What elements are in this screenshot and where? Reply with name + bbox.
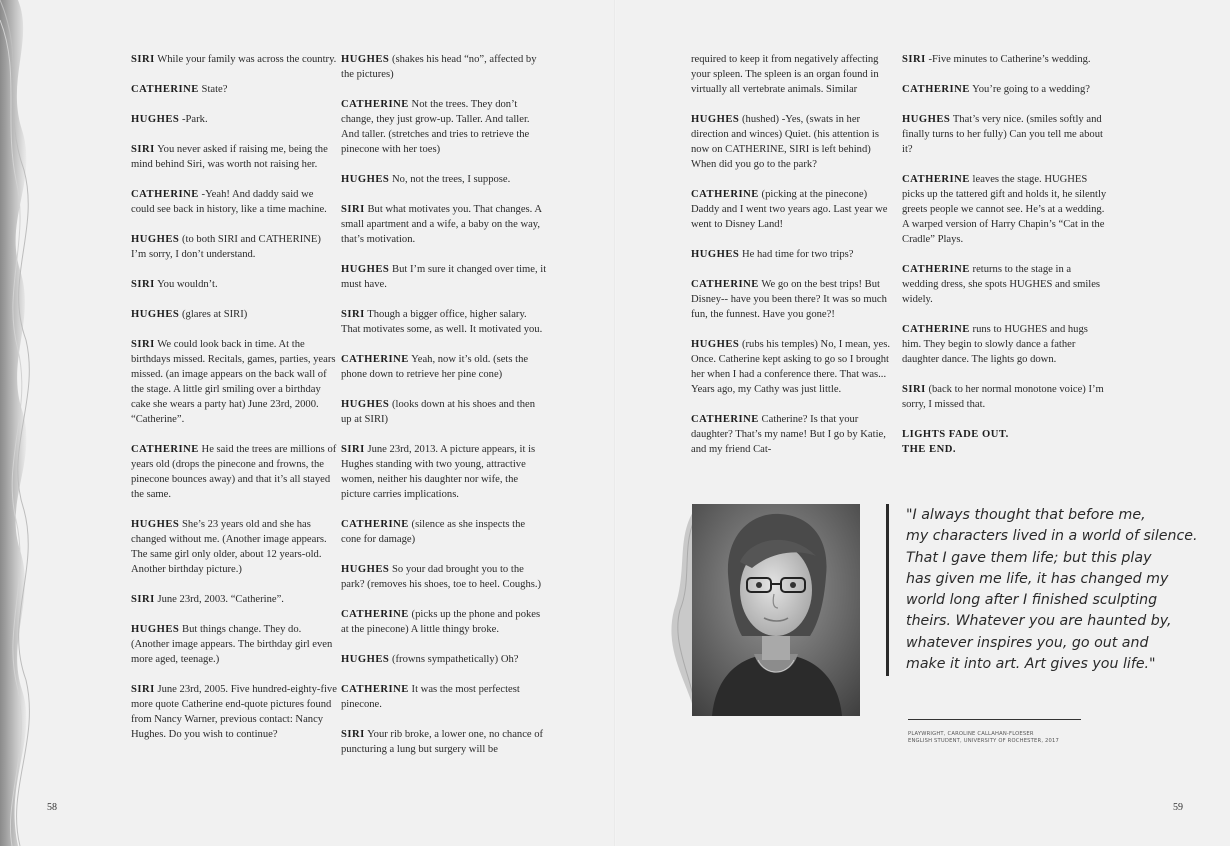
speaker-name: SIRI [341, 309, 365, 320]
script-line [131, 517, 337, 577]
line-text: June 23rd, 2003. “Catherine”. [157, 594, 284, 605]
line-text: -Park. [182, 114, 208, 125]
speaker-name: HUGHES [341, 399, 390, 410]
line-text: returns to the stage in a wedding dress, she spots HUGHES and smiles widely. [902, 264, 1101, 305]
line-text: But what motivates you. That changes. A small apartment and a wife, a baby on the way, that’s motivation. [341, 204, 542, 245]
speaker-name: CATHERINE [691, 189, 759, 200]
script-line [691, 187, 897, 232]
script-line [131, 82, 337, 97]
line-text: Yeah, now it’s old. (sets the phone down to retrieve her pine cone) [341, 354, 529, 380]
speaker-name: HUGHES [131, 234, 180, 245]
line-text: It was the most perfectest pinecone. [341, 684, 520, 710]
speaker-name: HUGHES [341, 564, 390, 575]
playwright-photo-block [668, 504, 862, 716]
line-text: (picks up the phone and pokes at the pinecone) A little thingy broke. [341, 609, 541, 635]
script-column-3 [691, 52, 897, 472]
line-text: He said the trees are millions of years old (drops the pinecone and frowns, the pinecone bounces away) and that it’s all stayed the same. [131, 444, 337, 500]
script-line [131, 112, 337, 127]
line-text: She’s 23 years old and she has changed without me. (Another image appears. The same girl only older, about 12 years-old. Another birthday picture.) [131, 519, 327, 575]
speaker-name: SIRI [341, 444, 365, 455]
photo-wave-decoration [668, 510, 694, 710]
ending-lines [902, 427, 1108, 457]
line-text: Though a bigger office, higher salary. That motivates some, as well. It motivated you. [341, 309, 543, 335]
script-line [691, 52, 897, 97]
script-line [131, 232, 337, 262]
pull-quote-bar [886, 504, 889, 676]
script-line [341, 442, 547, 502]
speaker-name: CATHERINE [902, 324, 970, 335]
speaker-name: HUGHES [131, 309, 180, 320]
speaker-name: CATHERINE [902, 264, 970, 275]
script-line [691, 337, 897, 397]
speaker-name: CATHERINE [131, 444, 199, 455]
script-line [341, 682, 547, 712]
speaker-name: SIRI [341, 729, 365, 740]
speaker-name: CATHERINE [341, 519, 409, 530]
line-text: (silence as she inspects the cone for damage) [341, 519, 526, 545]
script-line [131, 307, 337, 322]
script-line [902, 112, 1108, 157]
script-column-4 [902, 52, 1108, 472]
line-text: (looks down at his shoes and then up at SIRI) [341, 399, 536, 425]
line-text: runs to HUGHES and hugs him. They begin to slowly dance a father daughter dance. The lights go down. [902, 324, 1088, 365]
line-text: -Yeah! And daddy said we could see back in history, like a time machine. [131, 189, 327, 215]
script-line [691, 412, 897, 457]
line-text: State? [201, 84, 228, 95]
line-text: June 23rd, 2005. Five hundred-eighty-five more quote Catherine end-quote pictures found from Nancy Warner, previous contact: Nancy Hughes. Do you wish to continue? [131, 684, 337, 740]
page-gutter [614, 0, 616, 846]
playwright-portrait-image [692, 504, 860, 716]
script-column-2 [341, 52, 547, 772]
script-line [131, 442, 337, 502]
line-text: leaves the stage. HUGHES picks up the tattered gift and holds it, he silently greets people we cannot see. He’s at a wedding. A warped version of Harry Chapin’s “Cat in the Cradle” Plays. [902, 174, 1107, 245]
credit-line-2: ENGLISH STUDENT, UNIVERSITY OF ROCHESTER, 2017 [908, 738, 1060, 744]
speaker-name: CATHERINE [691, 279, 759, 290]
line-text: So your dad brought you to the park? (removes his shoes, toe to heel. Coughs.) [341, 564, 542, 590]
script-line [341, 202, 547, 247]
script-line [341, 97, 547, 157]
line-text: (frowns sympathetically) Oh? [392, 654, 519, 665]
script-line [691, 247, 897, 262]
script-line [341, 172, 547, 187]
script-line [341, 307, 547, 337]
speaker-name: SIRI [902, 54, 926, 65]
script-line [341, 562, 547, 592]
line-text: Your rib broke, a lower one, no chance of puncturing a lung but surgery will be [341, 729, 544, 755]
line-text: You wouldn’t. [157, 279, 218, 290]
line-text: (rubs his temples) No, I mean, yes. Once. Catherine kept asking to go so I brought her when I had a conference there. That was... Years ago, my Cathy was just little. [691, 339, 890, 395]
line-text: (hushed) -Yes, (swats in her direction and winces) Quiet. (his attention is now on CATHERINE, SIRI is left behind) When did you go to the park? [691, 114, 879, 170]
script-line [902, 322, 1108, 367]
speaker-name: HUGHES [131, 624, 180, 635]
script-line [341, 517, 547, 547]
wave-decoration [0, 0, 40, 846]
script-column-1 [131, 52, 337, 757]
speaker-name: HUGHES [341, 174, 390, 185]
line-text: That’s very nice. (smiles softly and finally turns to her fully) Can you tell me about it? [902, 114, 1103, 155]
speaker-name: HUGHES [131, 114, 180, 125]
line-text: But things change. They do. (Another image appears. The birthday girl even more aged, teenage.) [131, 624, 333, 665]
script-line [341, 727, 547, 757]
speaker-name: SIRI [902, 384, 926, 395]
script-line [341, 652, 547, 667]
line-text: (picking at the pinecone) Daddy and I went two years ago. Last year we went to Disney Land! [691, 189, 888, 230]
line-text: (back to her normal monotone voice) I’m sorry, I missed that. [902, 384, 1104, 410]
script-line [131, 337, 337, 427]
page-number-left: 58 [47, 802, 57, 813]
script-line [341, 52, 547, 82]
speaker-name: HUGHES [131, 519, 180, 530]
speaker-name: SIRI [131, 594, 155, 605]
pull-quote: "I always thought that before me, my characters lived in a world of silence. That I gave them life; but this play has given me life, it has changed my world long after I finished sculpting theirs. Whatever you are haunted by, whatever inspires you, go out and make it into art. Art gives you life." [906, 507, 1198, 673]
script-line [341, 607, 547, 637]
speaker-name: SIRI [131, 279, 155, 290]
line-text: Not the trees. They don’t change, they just grow-up. Taller. And taller. And taller. (stretches and tries to retrieve the pinecone with her toes) [341, 99, 530, 155]
line-text: We could look back in time. At the birthdays missed. Recitals, games, parties, years missed. (an image appears on the back wall of the stage. A little girl smiling over a birthday cake she wears a party hat) June 23rd, 2000. “Catherine”. [131, 339, 336, 425]
script-line [131, 622, 337, 667]
line-text: He had time for two trips? [742, 249, 854, 260]
script-line [131, 592, 337, 607]
speaker-name: CATHERINE [902, 84, 970, 95]
speaker-name: HUGHES [691, 339, 740, 350]
speaker-name: CATHERINE [341, 684, 409, 695]
speaker-name: HUGHES [691, 249, 740, 260]
photo-credit [908, 731, 1128, 745]
script-line [341, 262, 547, 292]
script-line [691, 277, 897, 322]
script-line [131, 187, 337, 217]
script-line [341, 352, 547, 382]
script-line [131, 52, 337, 67]
speaker-name: CATHERINE [131, 189, 199, 200]
speaker-name: SIRI [131, 144, 155, 155]
script-line [902, 52, 1108, 67]
credit-line-1: PLAYWRIGHT, CAROLINE CALLAHAN-FLOESER [908, 731, 1034, 737]
lights-fade-out: LIGHTS FADE OUT. [902, 429, 1009, 440]
script-line [691, 112, 897, 172]
line-text: (glares at SIRI) [182, 309, 248, 320]
the-end: THE END. [902, 444, 957, 455]
line-text: While your family was across the country. [157, 54, 337, 65]
script-line [902, 382, 1108, 412]
line-text: June 23rd, 2013. A picture appears, it is Hughes standing with two young, attractive women, neither his daughter nor wife, the picture carries implications. [341, 444, 536, 500]
script-line [131, 277, 337, 292]
speaker-name: CATHERINE [902, 174, 970, 185]
line-text: You never asked if raising me, being the mind behind Siri, was worth not raising her. [131, 144, 328, 170]
speaker-name: SIRI [131, 684, 155, 695]
line-text: -Five minutes to Catherine’s wedding. [928, 54, 1091, 65]
speaker-name: CATHERINE [131, 84, 199, 95]
credit-divider [908, 719, 1081, 720]
line-text: required to keep it from negatively affecting your spleen. The spleen is an organ found in virtually all vertebrate animals. Similar [691, 54, 879, 95]
speaker-name: HUGHES [341, 264, 390, 275]
speaker-name: SIRI [131, 339, 155, 350]
line-text: You’re going to a wedding? [972, 84, 1090, 95]
script-line [902, 262, 1108, 307]
script-line [131, 682, 337, 742]
speaker-name: HUGHES [341, 54, 390, 65]
speaker-name: HUGHES [902, 114, 951, 125]
line-text: (shakes his head “no”, affected by the pictures) [341, 54, 537, 80]
line-text: Catherine? Is that your daughter? That’s my name! But I go by Katie, and my friend Cat- [691, 414, 886, 455]
script-line [341, 397, 547, 427]
line-text: But I’m sure it changed over time, it must have. [341, 264, 547, 290]
speaker-name: CATHERINE [341, 354, 409, 365]
speaker-name: CATHERINE [341, 99, 409, 110]
script-line [902, 82, 1108, 97]
speaker-name: HUGHES [341, 654, 390, 665]
speaker-name: HUGHES [691, 114, 740, 125]
line-text: No, not the trees, I suppose. [392, 174, 511, 185]
speaker-name: SIRI [131, 54, 155, 65]
speaker-name: CATHERINE [341, 609, 409, 620]
speaker-name: CATHERINE [691, 414, 759, 425]
line-text: We go on the best trips! But Disney-- have you been there? It was so much fun, the funnest. Have you gone?! [691, 279, 887, 320]
page-number-right: 59 [1173, 802, 1183, 813]
speaker-name: SIRI [341, 204, 365, 215]
script-line [131, 142, 337, 172]
line-text: (to both SIRI and CATHERINE) I’m sorry, I don’t understand. [131, 234, 321, 260]
script-line [902, 172, 1108, 247]
